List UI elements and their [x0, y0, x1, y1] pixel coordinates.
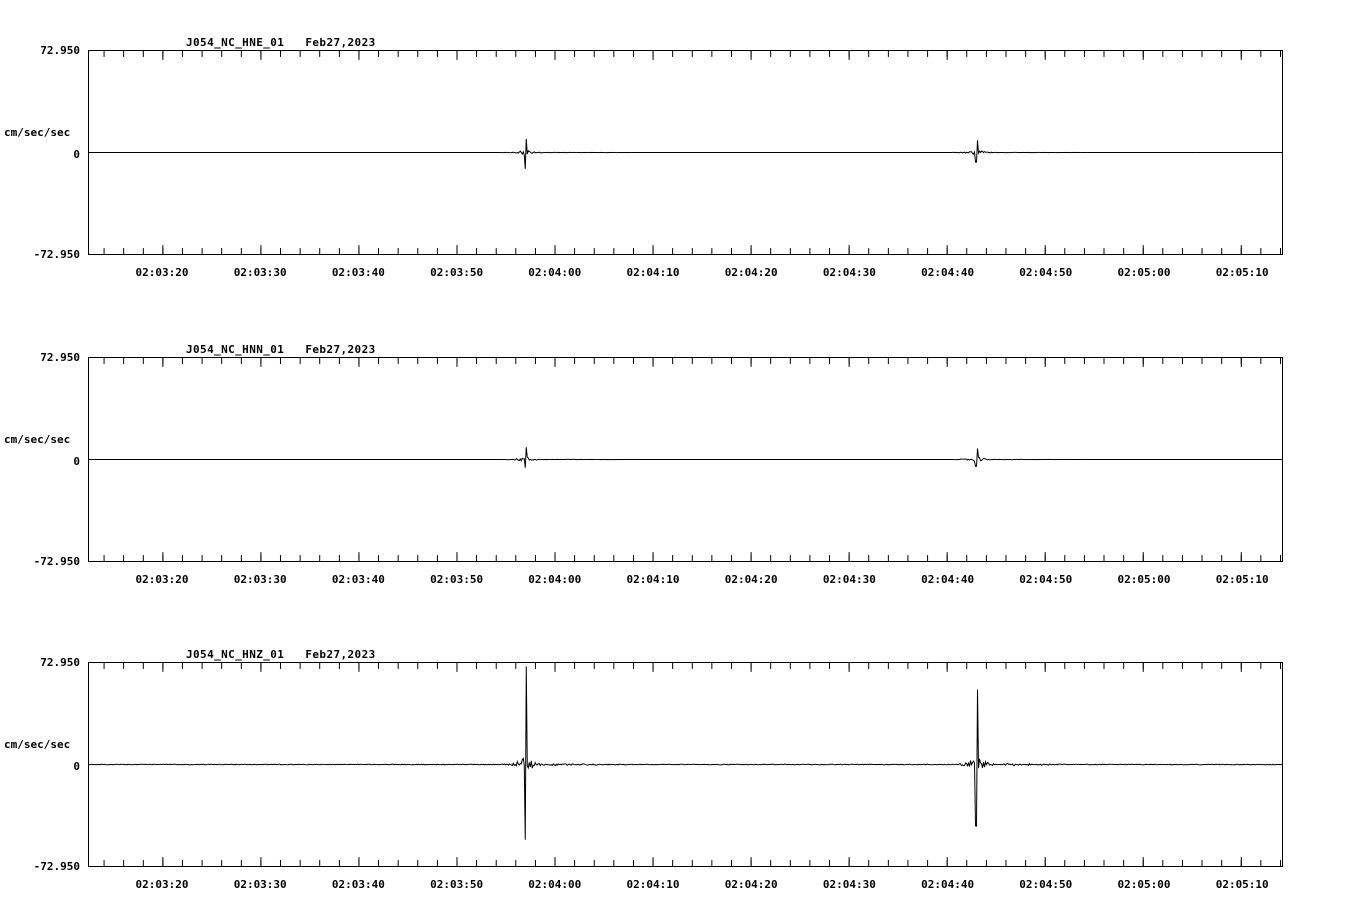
x-tick-label: 02:04:10 — [626, 573, 680, 586]
x-tick-label: 02:04:40 — [921, 266, 975, 279]
x-tick-label: 02:04:50 — [1019, 573, 1073, 586]
plot-area-hne — [88, 50, 1283, 255]
x-tick-label: 02:03:20 — [135, 573, 189, 586]
waveform-hnn — [89, 358, 1282, 561]
x-tick-label: 02:03:40 — [331, 878, 385, 891]
x-tick-label: 02:03:40 — [331, 266, 385, 279]
y-tick-max: 72.950 — [40, 44, 80, 57]
x-axis-labels-hnz — [88, 878, 1283, 894]
x-tick-label: 02:04:30 — [822, 878, 876, 891]
trace-panel-hnn — [0, 315, 1358, 595]
plot-area-hnn — [88, 357, 1283, 562]
x-tick-label: 02:03:20 — [135, 878, 189, 891]
y-tick-zero: 0 — [73, 148, 80, 161]
x-tick-label: 02:04:00 — [528, 878, 582, 891]
x-tick-label: 02:05:00 — [1117, 878, 1171, 891]
trace-title: J054_NC_HNN_01 Feb27,2023 — [186, 343, 376, 356]
x-axis-labels-hnn — [88, 573, 1283, 589]
y-axis-unit-label: cm/sec/sec — [4, 433, 71, 446]
x-tick-label: 02:03:50 — [430, 878, 484, 891]
x-tick-label: 02:05:10 — [1215, 266, 1269, 279]
x-tick-label: 02:03:30 — [233, 266, 287, 279]
trace-panel-hne — [0, 8, 1358, 288]
x-tick-label: 02:05:10 — [1215, 878, 1269, 891]
y-axis-unit-label: cm/sec/sec — [4, 738, 71, 751]
trace-title: J054_NC_HNZ_01 Feb27,2023 — [186, 648, 376, 661]
y-tick-min: -72.950 — [33, 860, 80, 873]
x-tick-label: 02:04:50 — [1019, 266, 1073, 279]
x-tick-label: 02:04:20 — [724, 266, 778, 279]
x-tick-label: 02:04:20 — [724, 878, 778, 891]
x-tick-label: 02:05:10 — [1215, 573, 1269, 586]
y-tick-zero: 0 — [73, 455, 80, 468]
x-tick-label: 02:03:50 — [430, 573, 484, 586]
waveform-path — [89, 666, 1282, 839]
x-tick-label: 02:04:40 — [921, 573, 975, 586]
x-tick-label: 02:05:00 — [1117, 266, 1171, 279]
y-tick-zero: 0 — [73, 760, 80, 773]
x-tick-label: 02:03:30 — [233, 573, 287, 586]
x-tick-label: 02:03:20 — [135, 266, 189, 279]
x-tick-label: 02:04:00 — [528, 266, 582, 279]
waveform-path — [89, 447, 1282, 467]
y-tick-min: -72.950 — [33, 248, 80, 261]
y-axis-unit-label: cm/sec/sec — [4, 126, 71, 139]
x-tick-label: 02:04:10 — [626, 266, 680, 279]
y-tick-min: -72.950 — [33, 555, 80, 568]
plot-area-hnz — [88, 662, 1283, 867]
trace-title: J054_NC_HNE_01 Feb27,2023 — [186, 36, 376, 49]
x-tick-label: 02:04:30 — [822, 573, 876, 586]
x-tick-label: 02:04:30 — [822, 266, 876, 279]
x-tick-label: 02:04:20 — [724, 573, 778, 586]
waveform-path — [89, 139, 1282, 169]
x-tick-label: 02:03:40 — [331, 573, 385, 586]
x-tick-label: 02:04:10 — [626, 878, 680, 891]
x-tick-label: 02:04:50 — [1019, 878, 1073, 891]
x-tick-label: 02:04:00 — [528, 573, 582, 586]
x-tick-label: 02:03:30 — [233, 878, 287, 891]
x-tick-label: 02:04:40 — [921, 878, 975, 891]
x-tick-label: 02:03:50 — [430, 266, 484, 279]
waveform-hnz — [89, 663, 1282, 866]
trace-panel-hnz — [0, 620, 1358, 900]
waveform-hne — [89, 51, 1282, 254]
x-tick-label: 02:05:00 — [1117, 573, 1171, 586]
y-tick-max: 72.950 — [40, 351, 80, 364]
y-tick-max: 72.950 — [40, 656, 80, 669]
x-axis-labels-hne — [88, 266, 1283, 282]
